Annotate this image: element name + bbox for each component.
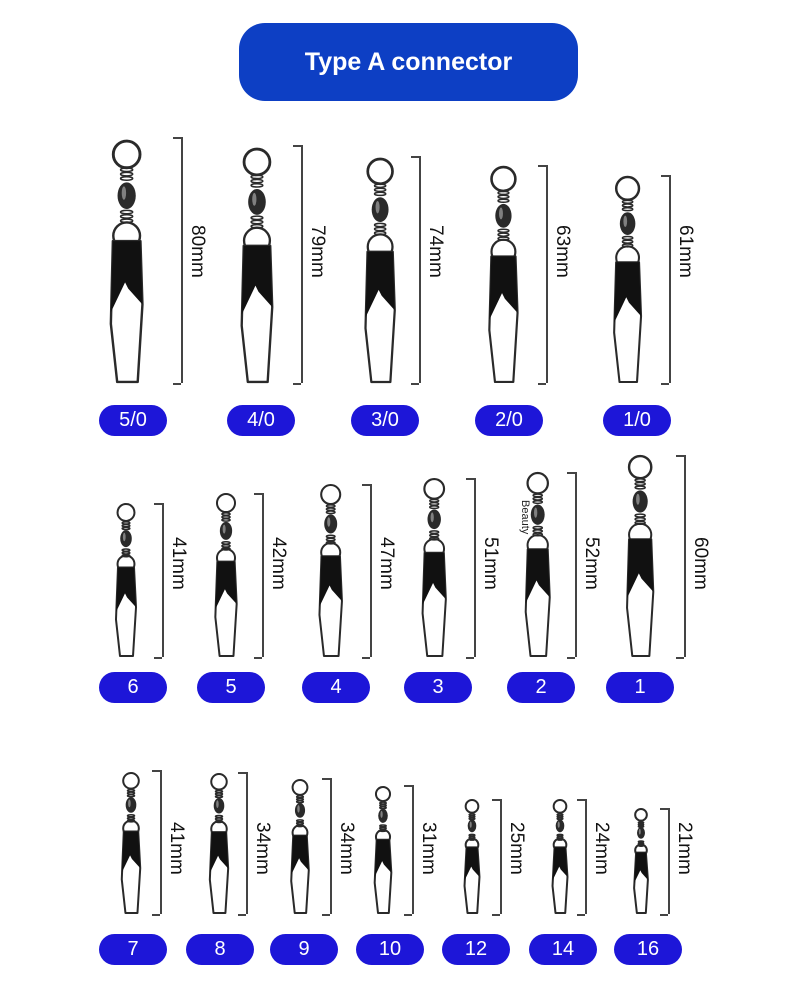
page-title: Type A connector bbox=[304, 47, 513, 76]
dimension-line bbox=[668, 808, 670, 914]
size-badge bbox=[99, 405, 167, 436]
dimension-line bbox=[162, 503, 164, 657]
length-label: 25mm bbox=[506, 822, 527, 875]
swivel-illustration bbox=[610, 176, 645, 383]
dimension-tick bbox=[293, 145, 301, 147]
title-banner bbox=[239, 23, 578, 101]
size-badge bbox=[614, 934, 682, 965]
length-label: 47mm bbox=[376, 537, 397, 590]
connector-4 bbox=[316, 484, 345, 657]
size-badge bbox=[351, 405, 419, 436]
dimension-tick bbox=[492, 799, 500, 801]
swivel-illustration bbox=[286, 779, 314, 914]
dimension-tick bbox=[173, 383, 181, 385]
length-label: 31mm bbox=[418, 822, 439, 875]
dimension-tick bbox=[577, 914, 585, 916]
dimension-tick bbox=[152, 770, 160, 772]
size-badge bbox=[99, 934, 167, 965]
dimension-tick bbox=[538, 165, 546, 167]
size-badge bbox=[270, 934, 338, 965]
dimension-tick bbox=[404, 785, 412, 787]
size-label: 4/0 bbox=[247, 409, 275, 431]
connector-14 bbox=[546, 799, 574, 914]
length-label: 52mm bbox=[581, 537, 602, 590]
length-label: 21mm bbox=[674, 822, 695, 875]
size-label: 3 bbox=[432, 676, 444, 698]
size-label: 8 bbox=[214, 938, 226, 960]
dimension-tick bbox=[322, 914, 330, 916]
dimension-tick bbox=[154, 657, 162, 659]
dimension-line bbox=[160, 770, 162, 914]
size-label: 6 bbox=[127, 676, 139, 698]
dimension-line bbox=[684, 455, 686, 657]
dimension-line bbox=[301, 145, 303, 383]
length-label: 41mm bbox=[166, 822, 187, 875]
length-label: 34mm bbox=[252, 822, 273, 875]
swivel-illustration bbox=[627, 808, 655, 914]
size-badge bbox=[507, 672, 575, 703]
dimension-tick bbox=[577, 799, 585, 801]
swivel-illustration bbox=[458, 799, 486, 914]
dimension-line bbox=[474, 478, 476, 657]
swivel-illustration bbox=[419, 478, 449, 657]
size-badge bbox=[197, 672, 265, 703]
dimension-tick bbox=[154, 503, 162, 505]
size-label: 10 bbox=[378, 938, 402, 960]
dimension-line bbox=[575, 472, 577, 657]
dimension-tick bbox=[411, 383, 419, 385]
swivel-illustration bbox=[106, 140, 147, 383]
connector-3-0 bbox=[361, 158, 399, 383]
dimension-tick bbox=[538, 383, 546, 385]
length-label: 51mm bbox=[480, 537, 501, 590]
swivel-illustration bbox=[623, 455, 657, 657]
dimension-tick bbox=[238, 772, 246, 774]
connector-7 bbox=[117, 772, 145, 914]
dimension-tick bbox=[254, 493, 262, 495]
dimension-tick bbox=[152, 914, 160, 916]
size-badge bbox=[356, 934, 424, 965]
dimension-line bbox=[412, 785, 414, 914]
dimension-tick bbox=[567, 657, 575, 659]
size-badge bbox=[99, 672, 167, 703]
connector-10 bbox=[369, 786, 397, 914]
dimension-tick bbox=[676, 455, 684, 457]
size-label: 14 bbox=[551, 938, 575, 960]
size-badge bbox=[404, 672, 472, 703]
size-label: 7 bbox=[127, 938, 139, 960]
dimension-tick bbox=[567, 472, 575, 474]
connector-1 bbox=[623, 455, 657, 657]
connector-12 bbox=[458, 799, 486, 914]
swivel-illustration bbox=[237, 148, 277, 383]
size-badge bbox=[442, 934, 510, 965]
watermark-text: Beauty bbox=[519, 500, 531, 535]
connector-6 bbox=[112, 503, 140, 657]
length-label: 24mm bbox=[591, 822, 612, 875]
connector-2-0 bbox=[485, 166, 522, 383]
dimension-line bbox=[419, 156, 421, 383]
length-label: 63mm bbox=[552, 225, 573, 278]
swivel-illustration bbox=[212, 493, 240, 657]
length-label: 80mm bbox=[187, 225, 208, 278]
size-badge bbox=[227, 405, 295, 436]
connector-9 bbox=[286, 779, 314, 914]
dimension-tick bbox=[173, 137, 181, 139]
swivel-illustration bbox=[117, 772, 145, 914]
dimension-tick bbox=[492, 914, 500, 916]
dimension-tick bbox=[661, 175, 669, 177]
connector-5 bbox=[212, 493, 240, 657]
swivel-illustration bbox=[369, 786, 397, 914]
dimension-line bbox=[546, 165, 548, 383]
size-badge bbox=[186, 934, 254, 965]
connector-16 bbox=[627, 808, 655, 914]
size-badge bbox=[475, 405, 543, 436]
dimension-line bbox=[500, 799, 502, 914]
connector-4-0 bbox=[237, 148, 277, 383]
swivel-illustration bbox=[485, 166, 522, 383]
swivel-illustration bbox=[112, 503, 140, 657]
dimension-line bbox=[181, 137, 183, 383]
size-label: 1 bbox=[634, 676, 646, 698]
connector-1-0 bbox=[610, 176, 645, 383]
dimension-line bbox=[330, 778, 332, 914]
dimension-line bbox=[585, 799, 587, 914]
dimension-tick bbox=[661, 383, 669, 385]
dimension-tick bbox=[322, 778, 330, 780]
dimension-tick bbox=[254, 657, 262, 659]
dimension-line bbox=[370, 484, 372, 657]
dimension-tick bbox=[362, 657, 370, 659]
dimension-tick bbox=[660, 914, 668, 916]
size-label: 5/0 bbox=[119, 409, 147, 431]
size-badge bbox=[302, 672, 370, 703]
dimension-tick bbox=[293, 383, 301, 385]
length-label: 42mm bbox=[268, 537, 289, 590]
size-label: 16 bbox=[636, 938, 660, 960]
connector-5-0 bbox=[106, 140, 147, 383]
swivel-illustration bbox=[546, 799, 574, 914]
dimension-line bbox=[669, 175, 671, 383]
dimension-line bbox=[246, 772, 248, 914]
dimension-line bbox=[262, 493, 264, 657]
size-label: 9 bbox=[298, 938, 310, 960]
size-label: 2/0 bbox=[495, 409, 523, 431]
size-label: 5 bbox=[225, 676, 237, 698]
connector-8 bbox=[205, 773, 233, 914]
size-badge bbox=[529, 934, 597, 965]
length-label: 61mm bbox=[675, 225, 696, 278]
length-label: 34mm bbox=[336, 822, 357, 875]
dimension-tick bbox=[466, 657, 474, 659]
dimension-tick bbox=[362, 484, 370, 486]
dimension-tick bbox=[660, 808, 668, 810]
size-label: 12 bbox=[464, 938, 488, 960]
size-badge bbox=[606, 672, 674, 703]
size-label: 4 bbox=[330, 676, 342, 698]
dimension-tick bbox=[411, 156, 419, 158]
size-label: 1/0 bbox=[623, 409, 651, 431]
length-label: 60mm bbox=[690, 537, 711, 590]
dimension-tick bbox=[466, 478, 474, 480]
size-label: 3/0 bbox=[371, 409, 399, 431]
dimension-tick bbox=[676, 657, 684, 659]
swivel-illustration bbox=[361, 158, 399, 383]
size-badge bbox=[603, 405, 671, 436]
dimension-tick bbox=[238, 914, 246, 916]
length-label: 79mm bbox=[307, 225, 328, 278]
size-label: 2 bbox=[535, 676, 547, 698]
dimension-tick bbox=[404, 914, 412, 916]
swivel-illustration bbox=[205, 773, 233, 914]
connector-3 bbox=[419, 478, 449, 657]
swivel-illustration bbox=[316, 484, 345, 657]
length-label: 41mm bbox=[168, 537, 189, 590]
length-label: 74mm bbox=[425, 225, 446, 278]
